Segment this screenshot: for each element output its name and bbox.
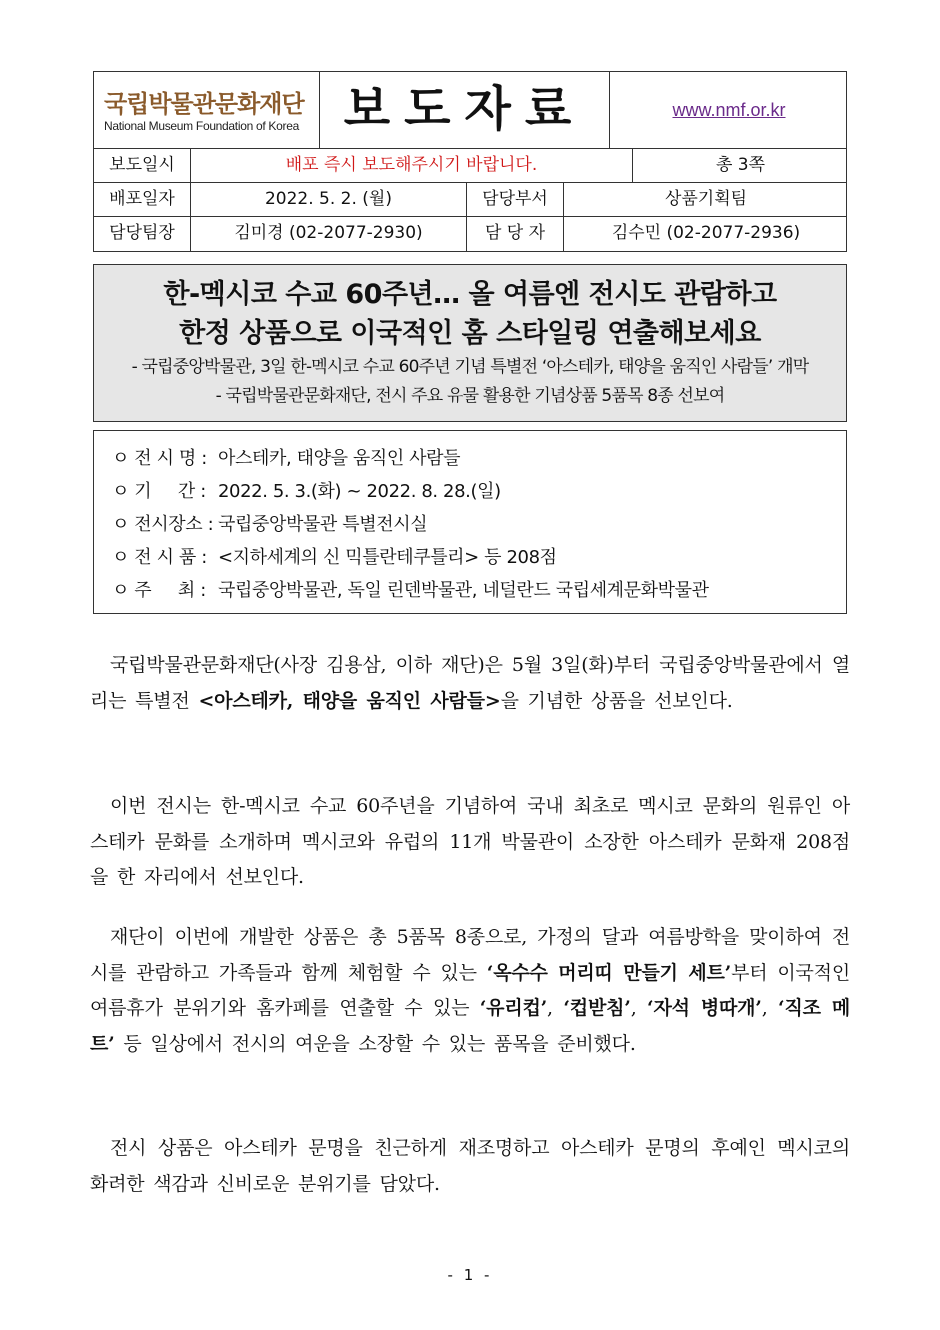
value-department: 상품기획팀 <box>664 189 748 209</box>
info-value: 아스테카, 태양을 움직인 사람들 <box>218 448 461 469</box>
header-row-release-time <box>94 149 846 183</box>
website-link[interactable]: www.nmf.or.kr <box>672 100 786 120</box>
body-paragraph-4 <box>90 1131 850 1202</box>
info-value: 국립중앙박물관 특별전시실 <box>218 514 428 535</box>
body-paragraph-2 <box>90 789 850 896</box>
info-label: ㅇ 주 최 : <box>112 580 206 601</box>
info-label: ㅇ 기 간 : <box>112 481 206 502</box>
info-row-period <box>112 475 846 508</box>
org-name-en: National Museum Foundation of Korea <box>104 119 299 133</box>
subheadline-2: - 국립박물관문화재단, 전시 주요 유물 활용한 기념상품 5품목 8종 선보여 <box>215 386 725 406</box>
page-number: - 1 - <box>447 1266 493 1284</box>
label-distribution-date: 배포일자 <box>94 183 191 216</box>
info-row-venue <box>112 508 846 541</box>
header-row-contacts <box>94 217 846 251</box>
info-value: 국립중앙박물관, 독일 린덴박물관, 네덜란드 국립세계문화박물관 <box>218 580 709 601</box>
headline-line-1: 한-멕시코 수교 60주년… 올 여름엔 전시도 관람하고 <box>163 279 777 310</box>
p3-text-a: 재단이 이번에 개발한 상품은 총 5품목 8종으로, 가정의 달과 여름방학을 맞이하여 전시를 관람하고 가족들과 함께 체험할 수 있는 <box>90 926 850 984</box>
p3-product-coaster: ‘컵받침’ <box>563 997 631 1019</box>
info-row-title <box>112 442 846 475</box>
p3-text-k: 등 일상에서 전시의 여운을 소장할 수 있는 품목을 준비했다. <box>114 1032 636 1055</box>
p4-text: 전시 상품은 아스테카 문명을 친근하게 재조명하고 아스테카 문명의 후예인 멕시코의 화려한 색감과 신비로운 분위기를 담았다. <box>90 1137 850 1195</box>
value-release-time: 배포 즉시 보도해주시기 바랍니다. <box>191 149 633 182</box>
p3-product-mat: ‘직조 메트’ <box>90 997 850 1055</box>
body-paragraph-3 <box>90 920 850 1062</box>
info-label: ㅇ 전 시 품 : <box>112 547 207 568</box>
info-row-organizers <box>112 574 846 607</box>
label-contact-person: 담 당 자 <box>467 217 564 251</box>
header-top-row <box>94 72 846 149</box>
p2-text: 이번 전시는 한-멕시코 수교 60주년을 기념하여 국내 최초로 멕시코 문화의 원류인 아스테카 문화를 소개하며 멕시코와 유럽의 11개 박물관이 소장한 아스테카 문화재 208점을 한 자리에서 선보인다. <box>90 795 850 888</box>
value-total-pages: 총 3쪽 <box>715 155 766 175</box>
header-row-distribution <box>94 183 846 217</box>
body-paragraph-1 <box>90 648 850 719</box>
value-contact-person: 김수민 (02-2077-2936) <box>611 223 801 243</box>
p3-comma: , <box>630 997 648 1019</box>
headline-line-2: 한정 상품으로 이국적인 홈 스타일링 연출해보세요 <box>179 318 761 349</box>
press-header-table <box>93 71 847 252</box>
info-value: <지하세계의 신 믹틀란테쿠틀리> 등 208점 <box>218 547 557 568</box>
value-distribution-date: 2022. 5. 2. (월) <box>191 183 467 216</box>
p1-text-c: 을 기념한 상품을 선보인다. <box>500 689 733 712</box>
p3-product-opener: ‘자석 병따개’ <box>647 997 762 1019</box>
p3-comma: , <box>761 997 779 1019</box>
p1-text-a: 국립박물관문화재단(사장 김용삼, 이하 재단)은 5월 3일(화)부터 국립중앙박물관에서 열리는 특별전 <box>90 654 850 712</box>
value-team-leader: 김미경 (02-2077-2930) <box>191 217 467 251</box>
info-label: ㅇ 전시장소 : <box>112 514 214 535</box>
p1-exhibition-title: <아스테카, 태양을 움직인 사람들> <box>198 689 501 712</box>
p3-product-headband: ‘옥수수 머리띠 만들기 세트’ <box>486 961 732 984</box>
label-department: 담당부서 <box>467 183 564 216</box>
subheadline-1: - 국립중앙박물관, 3일 한-멕시코 수교 60주년 기념 특별전 ‘아스테카, 태양을 움직인 사람들’ 개막 <box>131 357 809 377</box>
doc-title: 보도자료 <box>320 72 610 149</box>
p3-text-c: 부터 이국적인 여름휴가 분위기와 홈카페를 연출할 수 있는 <box>90 961 850 1019</box>
info-row-exhibits <box>112 541 846 574</box>
headline-box <box>93 264 847 422</box>
p3-product-glass: ‘유리컵’ <box>479 997 548 1019</box>
exhibition-info-box <box>93 430 847 614</box>
org-name-ko: 국립박물관문화재단 <box>104 91 304 118</box>
info-value: 2022. 5. 3.(화) ~ 2022. 8. 28.(일) <box>218 481 501 502</box>
foundation-logo <box>94 72 320 149</box>
label-release-time: 보도일시 <box>94 149 191 182</box>
p3-comma: , <box>547 997 564 1019</box>
label-team-leader: 담당팀장 <box>94 217 191 251</box>
info-label: ㅇ 전 시 명 : <box>112 448 207 469</box>
